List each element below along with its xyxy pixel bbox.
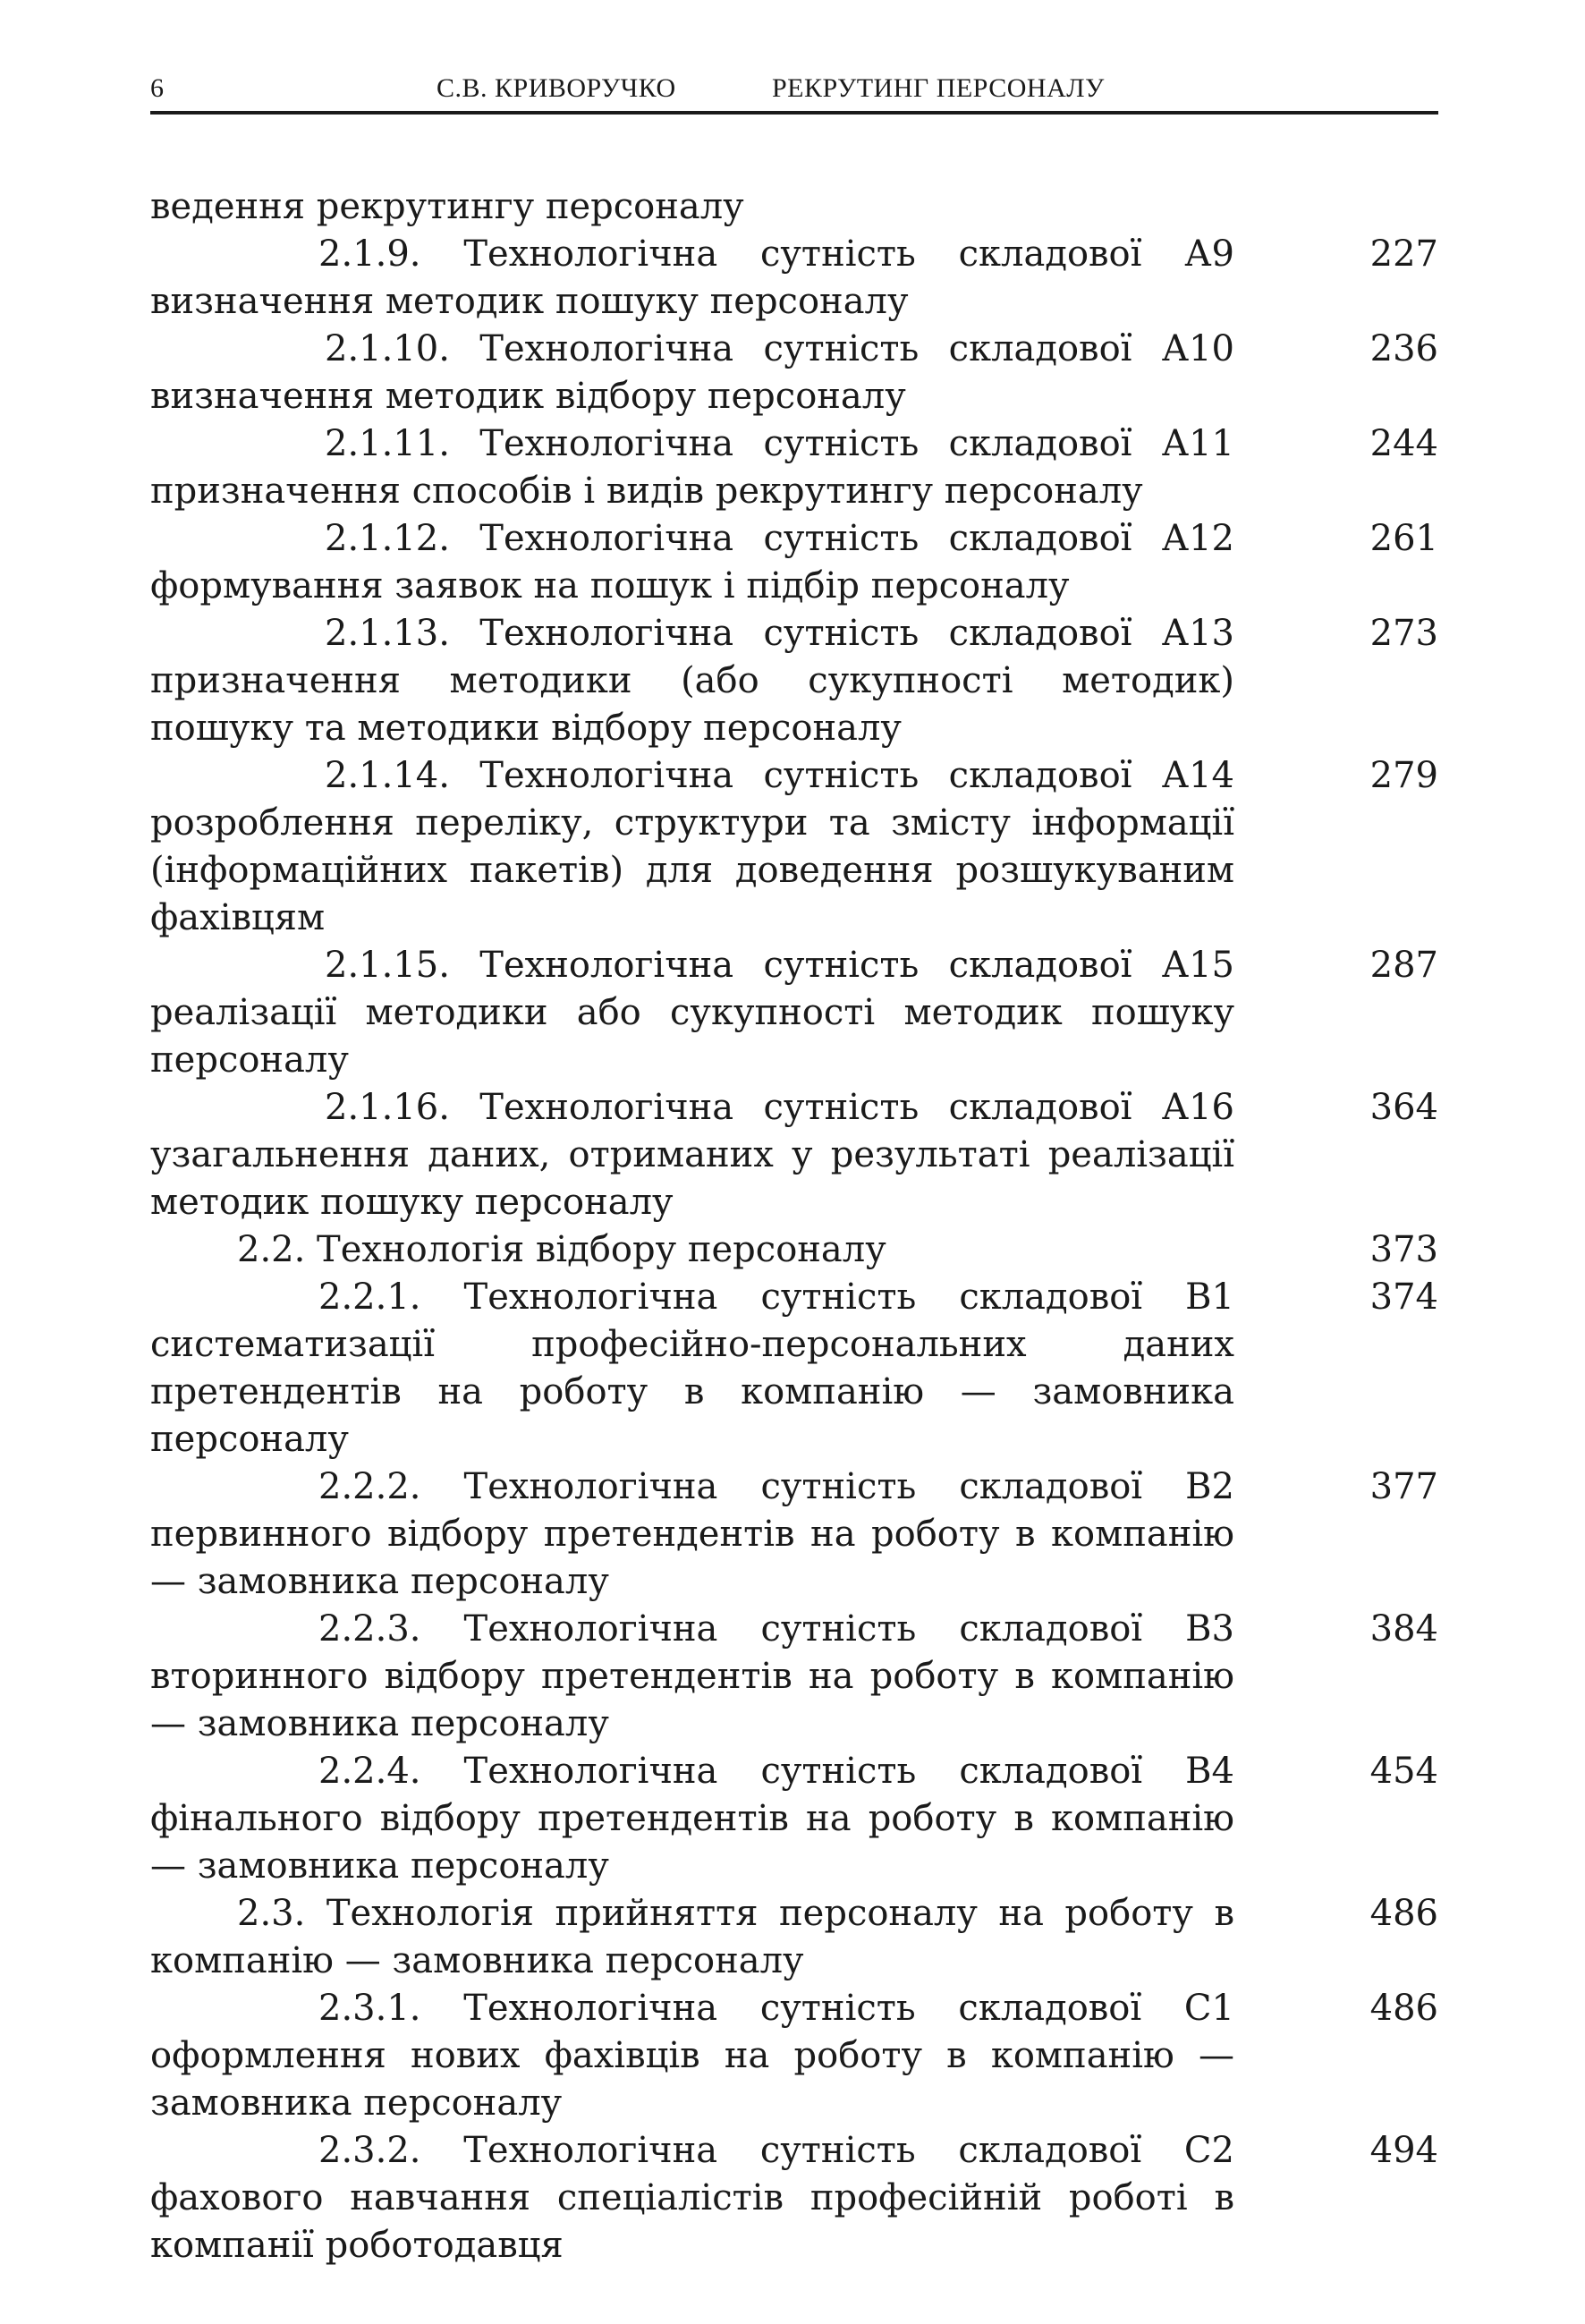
toc-continuation xyxy=(150,183,1438,231)
toc-entry-text: 2.1.12. Технологічна сутність складової А12 формування заявок на пошук і підбір персоналу xyxy=(150,518,1234,606)
toc-entry xyxy=(150,1985,1438,2127)
toc-entry-text: 2.1.13. Технологічна сутність складової А13 призначення методики (або сукупності методик) пошуку та методики відбору персоналу xyxy=(150,613,1234,749)
toc-page-number: 494 xyxy=(1369,2130,1438,2171)
toc-entry xyxy=(150,515,1438,610)
toc-entry xyxy=(150,1748,1438,1890)
toc-page-number: 486 xyxy=(1369,1988,1438,2029)
toc-page-number: 374 xyxy=(1369,1277,1438,1318)
toc-entry xyxy=(150,752,1438,942)
toc-entry-text: 2.1.15. Технологічна сутність складової А15 реалізації методики або сукупності методик пошуку персоналу xyxy=(150,945,1234,1081)
toc-entry xyxy=(150,1226,1438,1274)
toc-page-number: 273 xyxy=(1369,613,1438,654)
toc-entry xyxy=(150,1606,1438,1748)
toc-entry xyxy=(150,1890,1438,1985)
toc-entry xyxy=(150,2127,1438,2269)
toc-entry xyxy=(150,326,1438,420)
header-author: С.В. КРИВОРУЧКО xyxy=(437,73,676,103)
toc-page-number: 287 xyxy=(1369,945,1438,986)
toc-page-number: 279 xyxy=(1369,755,1438,796)
toc-entry-text: 2.3.2. Технологічна сутність складової С2 фахового навчання спеціалістів професійній роботі в компанії роботодавця xyxy=(150,2130,1234,2266)
toc-entry-text: 2.2.4. Технологічна сутність складової В4 фінального відбору претендентів на роботу в компанію — замовника персоналу xyxy=(150,1751,1234,1887)
toc-entry xyxy=(150,610,1438,752)
toc-entry-text: 2.2. Технологія відбору персоналу xyxy=(237,1229,886,1270)
toc-page-number: 236 xyxy=(1369,328,1438,369)
toc-entry-text: 2.1.14. Технологічна сутність складової А14 розроблення переліку, структури та змісту інформації (інформаційних пакетів) для доведення розшукуваним фахівцям xyxy=(150,755,1234,938)
toc-page-number: 364 xyxy=(1369,1087,1438,1128)
toc-entry xyxy=(150,1274,1438,1463)
toc-entry xyxy=(150,1084,1438,1226)
toc-entry-text: ведення рекрутингу персоналу xyxy=(150,186,744,227)
toc-entry-text: 2.1.10. Технологічна сутність складової А10 визначення методик відбору персоналу xyxy=(150,328,1234,417)
toc-entry xyxy=(150,231,1438,326)
table-of-contents xyxy=(150,183,1438,2269)
toc-entry xyxy=(150,1463,1438,1606)
toc-page-number: 384 xyxy=(1369,1608,1438,1650)
toc-page-number: 377 xyxy=(1369,1466,1438,1507)
page-number: 6 xyxy=(150,73,165,103)
header-book-title: РЕКРУТИНГ ПЕРСОНАЛУ xyxy=(772,73,1105,103)
toc-page-number: 261 xyxy=(1369,518,1438,559)
toc-page-number: 227 xyxy=(1369,233,1438,275)
toc-entry-text: 2.1.16. Технологічна сутність складової А16 узагальнення даних, отриманих у результаті реалізації методик пошуку персоналу xyxy=(150,1087,1234,1223)
toc-page-number: 373 xyxy=(1369,1229,1438,1270)
running-header xyxy=(150,63,1438,115)
toc-entry-text: 2.2.1. Технологічна сутність складової В1 систематизації професійно-персональних даних претендентів на роботу в компанію — замовника персоналу xyxy=(150,1277,1234,1460)
toc-page-number: 244 xyxy=(1369,423,1438,464)
header-rule xyxy=(150,111,1438,115)
toc-entry-text: 2.2.3. Технологічна сутність складової В3 вторинного відбору претендентів на роботу в компанію — замовника персоналу xyxy=(150,1608,1234,1744)
toc-entry-text: 2.3. Технологія прийняття персоналу на роботу в компанію — замовника персоналу xyxy=(150,1893,1234,1981)
toc-entry-text: 2.3.1. Технологічна сутність складової С1 оформлення нових фахівців на роботу в компанію — замовника персоналу xyxy=(150,1988,1234,2124)
toc-entry-text: 2.1.9. Технологічна сутність складової А9 визначення методик пошуку персоналу xyxy=(150,233,1234,322)
toc-entry-text: 2.2.2. Технологічна сутність складової В2 первинного відбору претендентів на роботу в компанію — замовника персоналу xyxy=(150,1466,1234,1602)
toc-page-number: 486 xyxy=(1369,1893,1438,1934)
toc-page-number: 454 xyxy=(1369,1751,1438,1792)
toc-entry-text: 2.1.11. Технологічна сутність складової А11 призначення способів і видів рекрутингу персоналу xyxy=(150,423,1234,512)
toc-entry xyxy=(150,942,1438,1084)
toc-entry xyxy=(150,420,1438,515)
